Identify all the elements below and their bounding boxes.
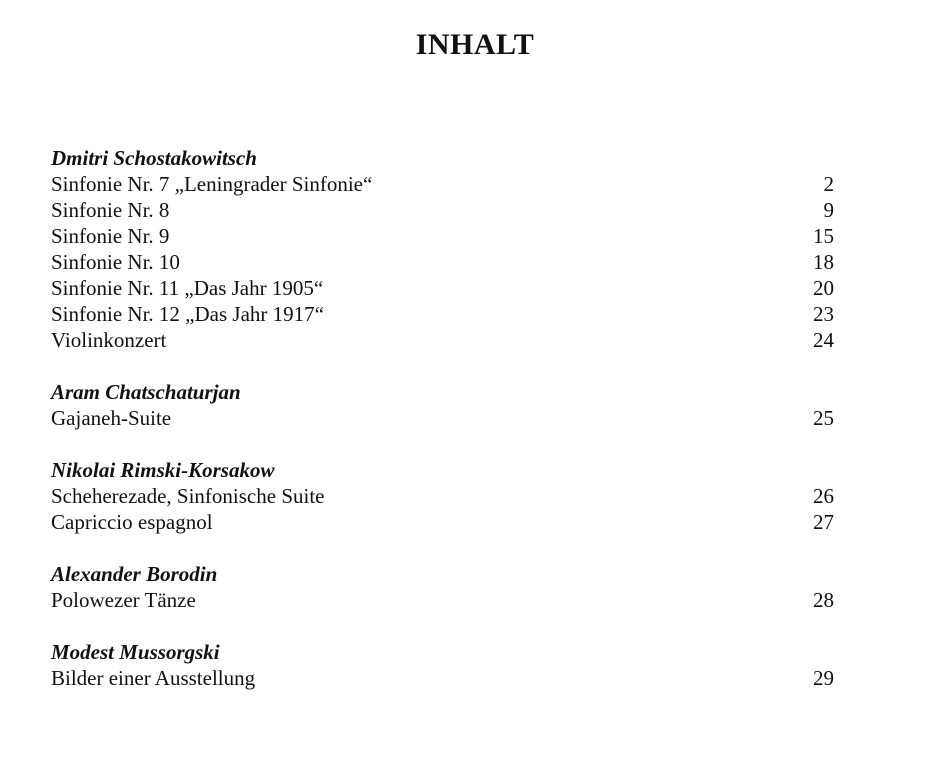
toc-section-rimski-korsakow (51, 457, 834, 535)
page-number: 15 (813, 224, 834, 248)
composer-heading: Nikolai Rimski-Korsakow (51, 458, 275, 482)
toc-entry (51, 327, 834, 353)
page-number: 23 (813, 302, 834, 326)
toc-section-chatschaturjan (51, 379, 834, 431)
page-number: 26 (813, 484, 834, 508)
toc-section-borodin (51, 561, 834, 613)
toc-entry (51, 275, 834, 301)
toc-entry (51, 301, 834, 327)
toc-entry (51, 483, 834, 509)
work-title: Capriccio espagnol (51, 510, 213, 534)
work-title: Sinfonie Nr. 12 „Das Jahr 1917“ (51, 302, 324, 326)
toc-entry (51, 509, 834, 535)
toc-entry (51, 665, 834, 691)
composer-heading: Aram Chatschaturjan (51, 380, 241, 404)
page-number: 28 (813, 588, 834, 612)
toc-entry (51, 405, 834, 431)
work-title: Bilder einer Ausstellung (51, 666, 256, 690)
toc-entry (51, 587, 834, 613)
page-number: 9 (823, 198, 834, 222)
work-title: Polowezer Tänze (51, 588, 196, 612)
work-title: Scheherezade, Sinfonische Suite (51, 484, 325, 508)
page-number: 24 (813, 328, 834, 352)
composer-heading: Modest Mussorgski (51, 640, 220, 664)
toc-section-schostakowitsch (51, 145, 834, 353)
toc-entry (51, 197, 834, 223)
page-number: 25 (813, 406, 834, 430)
page-number: 18 (813, 250, 834, 274)
work-title: Sinfonie Nr. 10 (51, 250, 180, 274)
toc-entry (51, 171, 834, 197)
page-title: INHALT (415, 28, 535, 61)
composer-heading: Alexander Borodin (51, 562, 218, 586)
work-title: Sinfonie Nr. 7 „Leningrader Sinfonie“ (51, 172, 373, 196)
composer-heading: Dmitri Schostakowitsch (51, 146, 257, 170)
page-number: 27 (813, 510, 834, 534)
work-title: Violinkonzert (51, 328, 167, 352)
toc-section-mussorgski (51, 639, 834, 691)
page-number: 29 (813, 666, 834, 690)
work-title: Gajaneh-Suite (51, 406, 172, 430)
page-number: 20 (813, 276, 834, 300)
work-title: Sinfonie Nr. 8 (51, 198, 170, 222)
table-of-contents (51, 145, 834, 717)
work-title: Sinfonie Nr. 9 (51, 224, 170, 248)
toc-entry (51, 249, 834, 275)
toc-entry (51, 223, 834, 249)
page-number: 2 (823, 172, 834, 196)
work-title: Sinfonie Nr. 11 „Das Jahr 1905“ (51, 276, 324, 300)
